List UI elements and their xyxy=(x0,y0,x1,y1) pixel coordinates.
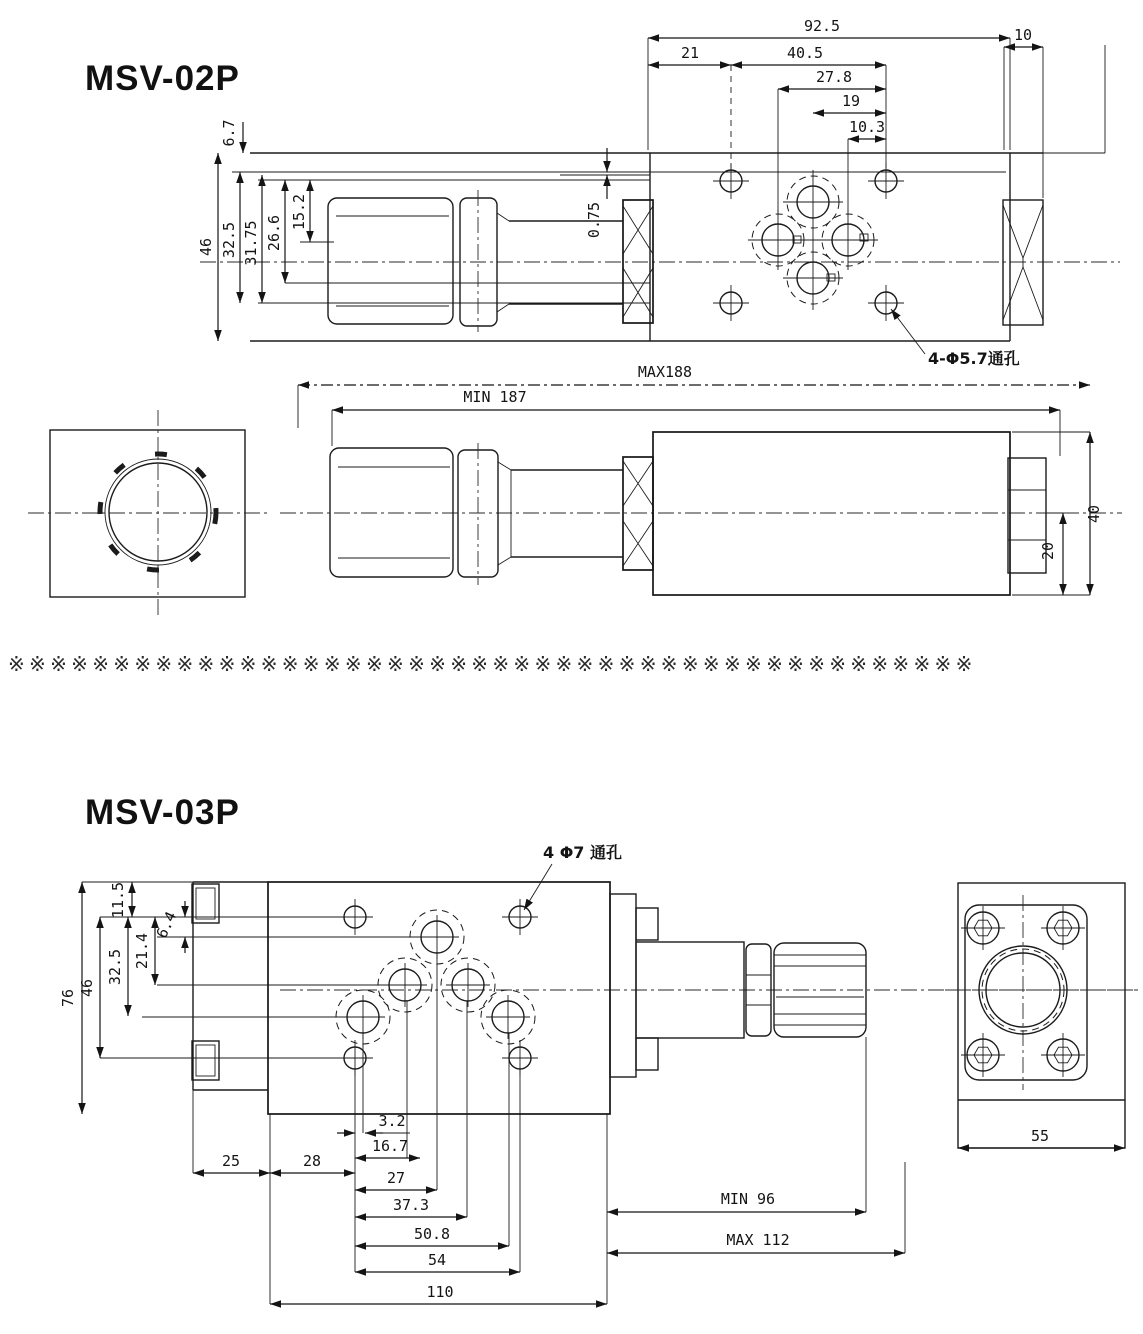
dim-6-4: 6.4 xyxy=(152,908,181,941)
dim-37-3: 37.3 xyxy=(392,1196,430,1214)
msv02p-hole-note: 4-Φ5.7通孔 xyxy=(928,349,1020,368)
dim-46b: 46 xyxy=(78,978,96,998)
dim-max188: MAX188 xyxy=(637,363,693,381)
dim-27: 27 xyxy=(386,1169,406,1187)
dim-min187: MIN 187 xyxy=(463,388,527,406)
dim-10: 10 xyxy=(1013,26,1033,44)
dim-27-8: 27.8 xyxy=(815,68,853,86)
dim-26-6: 26.6 xyxy=(265,214,283,252)
dim-32-5b: 32.5 xyxy=(106,948,124,986)
dim-92-5: 92.5 xyxy=(803,17,841,35)
dim-25: 25 xyxy=(221,1152,241,1170)
dim-28: 28 xyxy=(302,1152,322,1170)
dim-11-5: 11.5 xyxy=(109,881,127,919)
msv03p-end-view xyxy=(945,883,1138,1148)
msv03p-hole-note: 4 Φ7 通孔 xyxy=(543,843,623,862)
dim-50-8: 50.8 xyxy=(413,1225,451,1243)
dim-max112: MAX 112 xyxy=(726,1231,790,1249)
msv03p-title: MSV-03P xyxy=(85,793,240,832)
dim-32-5: 32.5 xyxy=(220,221,238,259)
dim-15-2: 15.2 xyxy=(290,193,308,231)
dim-3-2: 3.2 xyxy=(378,1112,406,1130)
separator-row: ※※※※※※※※※※※※※※※※※※※※※※※※※※※※※※※※※※※※※※※※※※※※※※ xyxy=(8,652,977,676)
dim-110: 110 xyxy=(426,1283,454,1301)
msv02p-title: MSV-02P xyxy=(85,59,240,98)
dim-21: 21 xyxy=(680,44,700,62)
dim-0-75: 0.75 xyxy=(585,201,603,239)
dim-16-7: 16.7 xyxy=(371,1137,409,1155)
dim-10-3: 10.3 xyxy=(848,118,886,136)
dim-20: 20 xyxy=(1039,541,1057,561)
dim-31-75: 31.75 xyxy=(242,220,260,266)
msv02p-top-view xyxy=(197,17,1120,368)
msv02p-side-view xyxy=(280,363,1122,595)
dim-55: 55 xyxy=(1030,1127,1050,1145)
msv02p-end-view xyxy=(28,410,268,618)
dim-46: 46 xyxy=(197,237,215,257)
dim-40-5: 40.5 xyxy=(786,44,824,62)
dim-54: 54 xyxy=(427,1251,447,1269)
dim-19: 19 xyxy=(841,92,861,110)
dim-21-4: 21.4 xyxy=(133,932,151,970)
msv03p-main-view xyxy=(59,843,1138,1304)
dim-76: 76 xyxy=(59,988,77,1008)
dim-6-7: 6.7 xyxy=(220,119,238,147)
dim-40: 40 xyxy=(1085,504,1103,524)
dim-min96: MIN 96 xyxy=(720,1190,776,1208)
